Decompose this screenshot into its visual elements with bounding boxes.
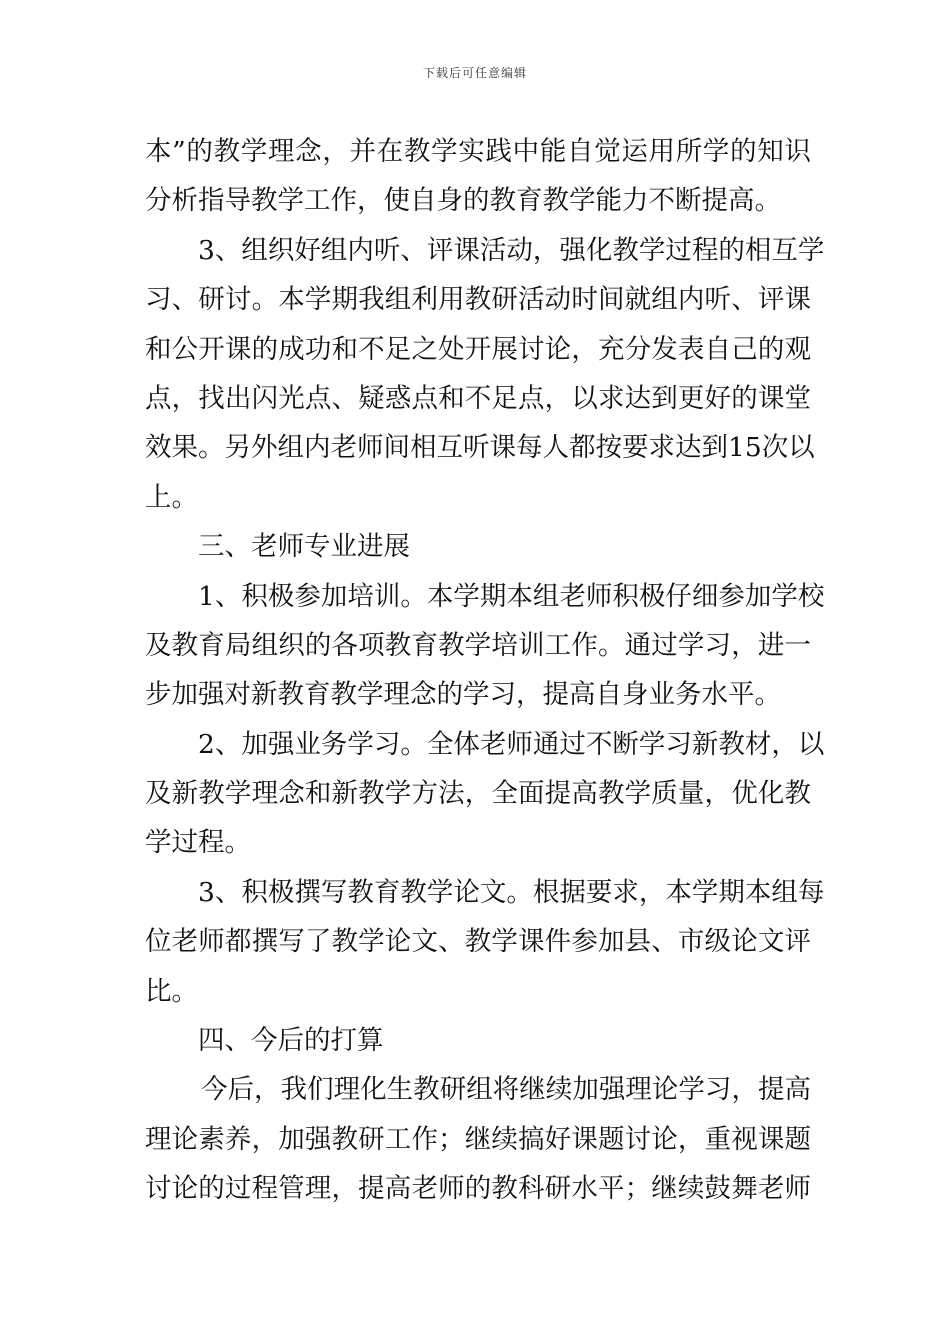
- text-line: 及教育局组织的各项教育教学培训工作。通过学习，进一: [145, 629, 811, 661]
- document-body: [145, 127, 825, 1214]
- section-heading: 四、今后的打算: [198, 1025, 384, 1057]
- text-line: 和公开课的成功和不足之处开展讨论，充分发表自己的观: [145, 333, 811, 365]
- text-line: 比。: [145, 975, 198, 1007]
- text-line: 习、研讨。本学期我组利用教研活动时间就组内听、评课: [145, 284, 811, 316]
- text-line: 3、积极撰写教育教学论文。根据要求，本学期本组每: [198, 876, 825, 908]
- text-line: 1、积极参加培训。本学期本组老师积极仔细参加学校: [198, 580, 825, 612]
- page-header: 下载后可任意编辑: [422, 66, 527, 80]
- text-line: 效果。另外组内老师间相互听课每人都按要求达到15次以: [145, 432, 815, 464]
- section-heading: 三、老师专业进展: [198, 531, 410, 563]
- text-line: 学过程。: [145, 827, 251, 859]
- text-line: 位老师都撰写了教学论文、教学课件参加县、市级论文评: [145, 926, 811, 958]
- text-line: 2、加强业务学习。全体老师通过不断学习新教材，以: [198, 728, 825, 760]
- text-line: 点，找出闪光点、疑惑点和不足点，以求达到更好的课堂: [145, 382, 811, 414]
- text-line: 本”的教学理念，并在教学实践中能自觉运用所学的知识: [145, 136, 811, 167]
- text-line: 讨论的过程管理，提高老师的教科研水平；继续鼓舞老师: [145, 1173, 811, 1205]
- text-line: 及新教学理念和新教学方法，全面提高教学质量，优化教: [145, 778, 811, 810]
- text-line: 3、组织好组内听、评课活动，强化教学过程的相互学: [198, 234, 825, 266]
- text-line: 步加强对新教育教学理念的学习，提高自身业务水平。: [145, 679, 781, 711]
- text-line: 分析指导教学工作，使自身的教育教学能力不断提高。: [145, 185, 781, 217]
- text-line: 今后，我们理化生教研组将继续加强理论学习，提高: [201, 1074, 811, 1106]
- text-line: 理论素养，加强教研工作；继续搞好课题讨论，重视课题: [145, 1123, 811, 1155]
- text-line: 上。: [145, 481, 198, 513]
